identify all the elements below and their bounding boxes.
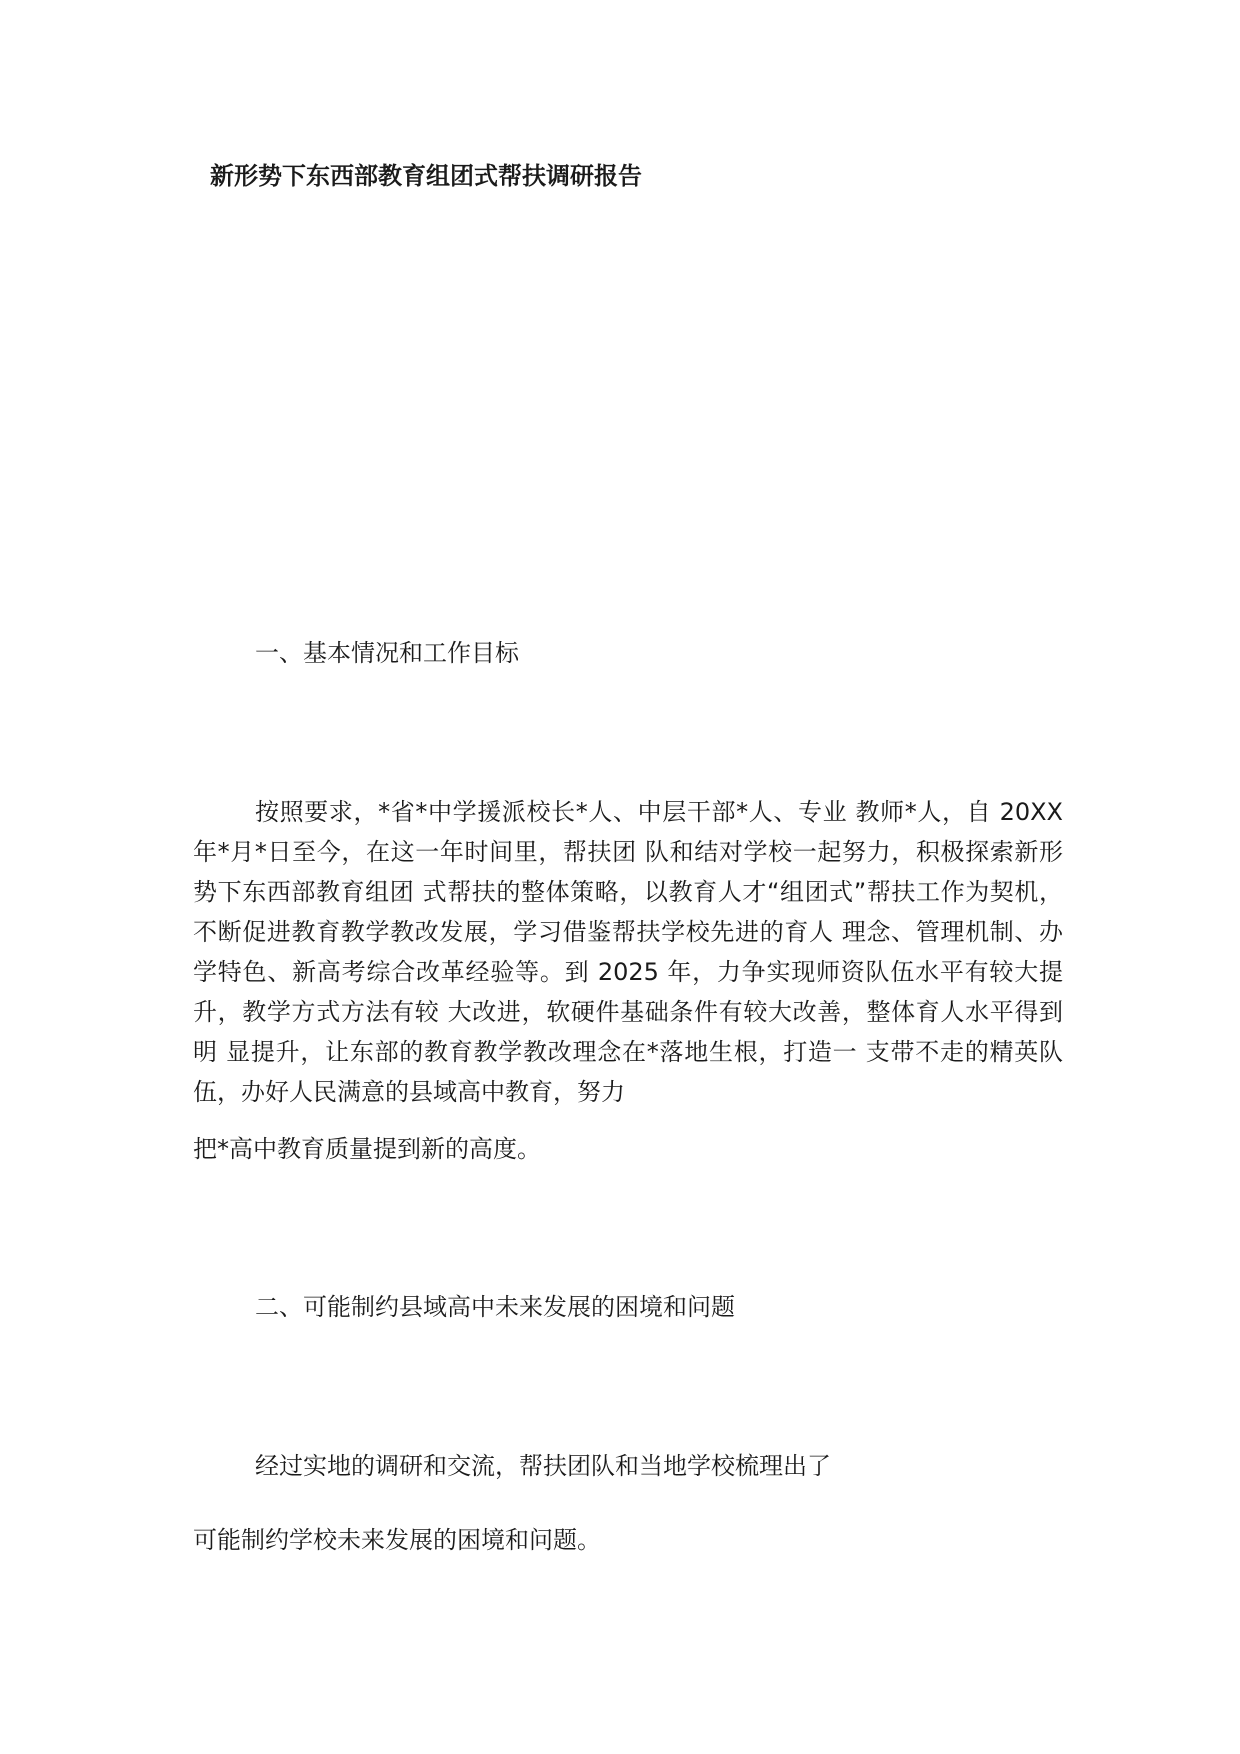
section-heading-1: 一、基本情况和工作目标 xyxy=(255,639,519,667)
section-heading-2: 二、可能制约县域高中未来发展的困境和问题 xyxy=(255,1293,735,1321)
section-paragraph-2-tail: 可能制约学校未来发展的困境和问题。 xyxy=(193,1526,601,1554)
section-paragraph-1-tail: 把*高中教育质量提到新的高度。 xyxy=(193,1135,541,1163)
document-title: 新形势下东西部教育组团式帮扶调研报告 xyxy=(210,162,642,190)
section-paragraph-1: 按照要求，*省*中学援派校长*人、中层干部*人、专业 教师*人，自 20XX 年*月*日至今，在这一年时间里，帮扶团 队和结对学校一起努力，积极探索新形势下东西部教育组团 式帮扶的整体策略，以教育人才“组团式”帮扶工作为契机， 不断促进教育教学教改发展，学习借鉴帮扶学校先进的育人 理念、管理机制、办学特色、新高考综合改革经验等。到 2025 年，力争实现师资队伍水平有较大提升，教学方式方法有较 大改进，软硬件基础条件有较大改善，整体育人水平得到明 显提升，让东部的教育教学教改理念在*落地生根，打造一 支带不走的精英队伍，办好人民满意的县域高中教育，努力 xyxy=(193,798,1063,1106)
section-paragraph-2: 经过实地的调研和交流，帮扶团队和当地学校梳理出了 xyxy=(255,1452,831,1480)
